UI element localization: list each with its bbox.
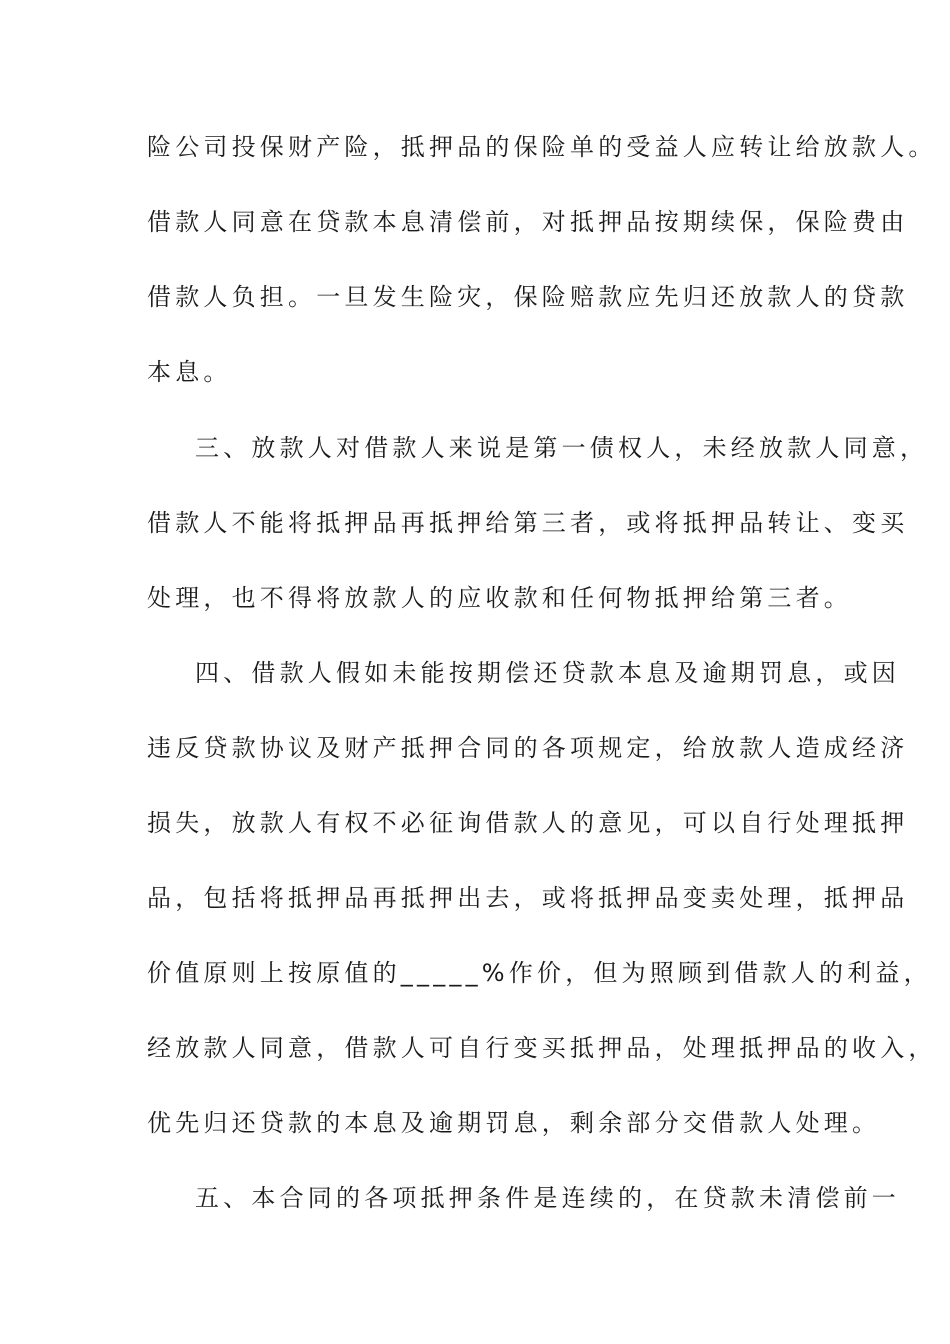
text-line: 险公司投保财产险，抵押品的保险单的受益人应转让给放款人。 — [147, 133, 937, 161]
text-line: 处理，也不得将放款人的应收款和任何物抵押给第三者。 — [147, 584, 852, 612]
text-line: 经放款人同意，借款人可自行变买抵押品，处理抵押品的收入， — [147, 1034, 937, 1062]
paragraph-start-line: 五、本合同的各项抵押条件是连续的，在贷款未清偿前一 — [195, 1184, 900, 1212]
text-line: 违反贷款协议及财产抵押合同的各项规定，给放款人造成经济 — [147, 734, 909, 762]
text-line: 借款人负担。一旦发生险灾，保险赔款应先归还放款人的贷款 — [147, 283, 909, 311]
text-line: 优先归还贷款的本息及逾期罚息，剩余部分交借款人处理。 — [147, 1109, 881, 1137]
paragraph-start-line: 四、借款人假如未能按期偿还贷款本息及逾期罚息，或因 — [195, 659, 900, 687]
text-line: 借款人不能将抵押品再抵押给第三者，或将抵押品转让、变买 — [147, 509, 909, 537]
paragraph-start-line: 三、放款人对借款人来说是第一债权人，未经放款人同意， — [195, 434, 929, 462]
text-line: 损失，放款人有权不必征询借款人的意见，可以自行处理抵押 — [147, 809, 909, 837]
text-line: 价值原则上按原值的_____%作价，但为照顾到借款人的利益， — [147, 959, 932, 987]
text-line: 品，包括将抵押品再抵押出去，或将抵押品变卖处理，抵押品 — [147, 884, 909, 912]
text-line: 借款人同意在贷款本息清偿前，对抵押品按期续保，保险费由 — [147, 208, 909, 236]
text-line: 本息。 — [147, 358, 232, 386]
